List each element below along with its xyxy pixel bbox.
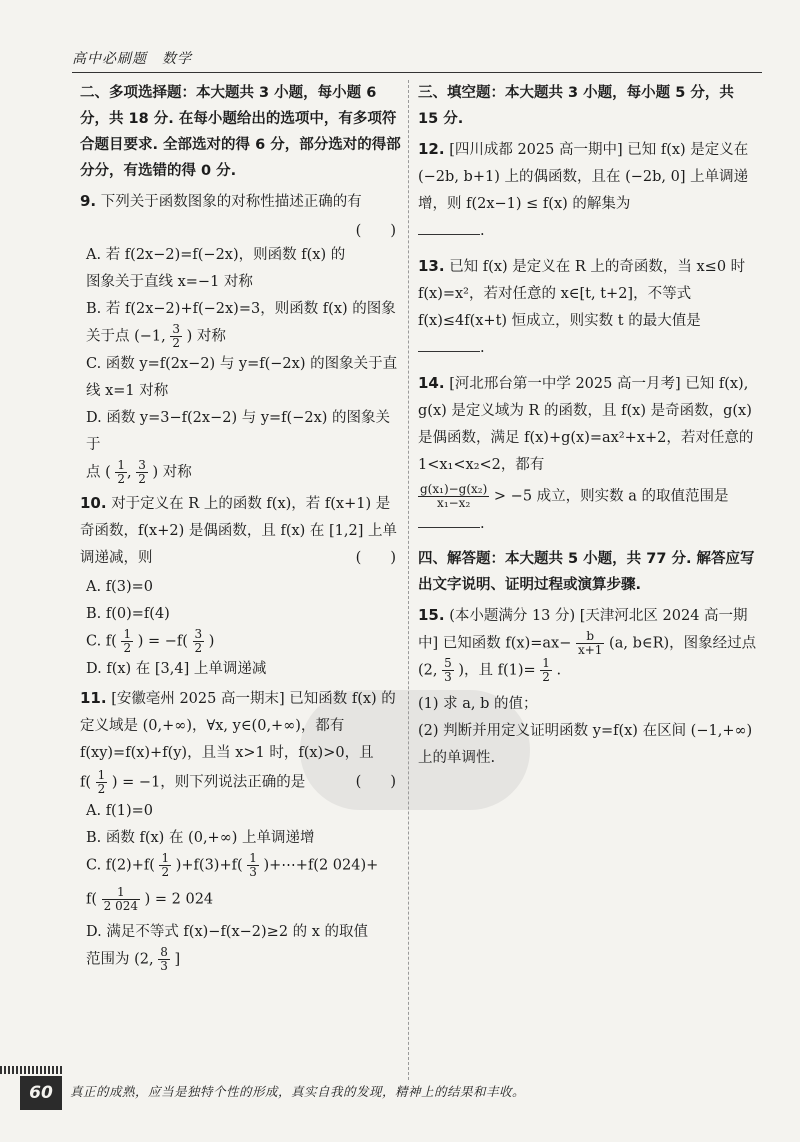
q11-c-fraction-3: $\frac{1}{2 024}$	[103, 884, 138, 913]
q14-tail: > −5 成立，则实数 a 的取值范围是	[493, 488, 729, 505]
q14-stem: [河北邢台第一中学 2025 高一月考] 已知 f(x), g(x) 是定义域为 R 的函数，且 f(x) 是奇函数，g(x) 是偶函数，满足 f(x)+g(x)=ax²+x+2，若对任意的 1<x₁<x₂<2，都有	[418, 376, 754, 473]
section-4-heading: 四、解答题：本大题共 5 小题，共 77 分. 解答应写出文字说明、证明过程或演算步骤.	[418, 550, 755, 593]
q11-option-d-line1[interactable]: D. 满足不等式 f(x)−f(x−2)≥2 的 x 的取值	[86, 924, 369, 940]
footer-motto: 真正的成熟，应当是独特个性的形成，真实自我的发现，精神上的结果和丰收。	[70, 1084, 526, 1099]
question-10	[80, 490, 402, 683]
q10-option-b[interactable]: B. f(0)=f(4)	[86, 606, 170, 622]
question-13	[418, 253, 758, 362]
q11-c-fraction-2: $\frac{1}{3}$	[249, 851, 257, 879]
header-rule	[72, 72, 762, 73]
q15-number: 15.	[418, 605, 445, 624]
q9-answer-paren[interactable]: ( )	[355, 223, 396, 239]
q15-part-1: (1) 求 a, b 的值；	[418, 695, 538, 712]
q10-option-c[interactable]	[80, 628, 402, 656]
q13-answer-blank[interactable]	[418, 337, 480, 352]
q15-part-2: (2) 判断并用定义证明函数 y=f(x) 在区间 (−1,+∞) 上的单调性.	[418, 722, 753, 766]
q11-c-part4: f(	[86, 891, 98, 907]
q15-stem-3: )，且 f(1)=	[458, 662, 536, 679]
q15-stem-4: .	[556, 662, 562, 679]
q12-stem: [四川成都 2025 高一期中] 已知 f(x) 是定义在 (−2b, b+1) 上的偶函数，且在 (−2b, 0] 上单调递增，则 f(2x−1) ≤ f(x) 的解集为	[418, 142, 749, 212]
q9-option-d-line1[interactable]: D. 函数 y=3−f(2x−2) 与 y=f(−2x) 的图象关于	[86, 409, 391, 453]
q14-end: .	[480, 515, 485, 532]
section-2-heading: 二、多项选择题：本大题共 3 小题，每小题 6 分，共 18 分. 在每小题给出的选项中，有多项符合题目要求. 全部选对的得 6 分，部分选对的得部分分，有选错的得 0 分.	[80, 85, 401, 179]
q9-option-d-line2[interactable]: 点 ( $\frac{1}{2}$ , $\frac{3}{2}$ ) 对称	[86, 457, 192, 486]
q11-stem: [安徽亳州 2025 高一期末] 已知函数 f(x) 的定义域是 (0,+∞)，∀x, y∈(0,+∞)，都有 f(xy)=f(x)+f(y)，且当 x>1 时，f(x)>0，且	[80, 690, 396, 761]
q10-number: 10.	[80, 494, 107, 512]
question-12	[418, 136, 758, 245]
q9-d-text: 点 (	[86, 464, 111, 480]
q9-number: 9.	[80, 192, 97, 210]
q11-c-fraction-1: $\frac{1}{2}$	[161, 851, 170, 879]
q11-s2-tail: ) = −1，则下列说法正确的是	[111, 774, 306, 790]
q9-b-tail: ) 对称	[186, 328, 226, 345]
q11-option-c-line2[interactable]	[80, 886, 402, 914]
question-9	[80, 188, 402, 486]
q11-option-d-line2[interactable]	[80, 946, 402, 974]
q10-stem: 对于定义在 R 上的函数 f(x)，若 f(x+1) 是奇函数，f(x+2) 是偶函数，且 f(x) 在 [1,2] 上单调递减，则	[80, 496, 398, 566]
q15-stem-2: (a, b∈R)，图象经过点 (2,	[418, 635, 757, 679]
q11-option-a[interactable]: A. f(1)=0	[86, 803, 153, 819]
q10-c-fraction-2: $\frac{3}{2}$	[194, 627, 203, 655]
left-column	[80, 80, 402, 974]
q10-c-text: C. f(	[86, 633, 117, 650]
q15-fraction-b: $\frac{b}{x+1}$	[577, 628, 603, 657]
q9-d-fraction-1: $\frac{1}{2}$	[117, 457, 126, 486]
q13-end: .	[480, 340, 485, 356]
q9-d-fraction-2: $\frac{3}{2}$	[138, 457, 146, 486]
q11-c-part5: ) = 2 024	[144, 891, 214, 907]
q12-number: 12.	[418, 140, 445, 158]
q9-option-b-line1[interactable]: B. 若 f(2x−2)+f(−2x)=3，则函数 f(x) 的图象	[86, 301, 396, 317]
q9-b-fraction: $\frac{3}{2}$	[172, 322, 181, 350]
q13-number: 13.	[418, 257, 445, 275]
q11-s2-f: f(	[80, 774, 92, 790]
q9-b-point: (−1,	[134, 328, 166, 345]
q11-answer-paren[interactable]: ( )	[355, 773, 396, 790]
q11-stem-line2	[80, 769, 402, 797]
footer-dots	[0, 1066, 64, 1074]
section-3-heading: 三、填空题：本大题共 3 小题，每小题 5 分，共 15 分.	[418, 85, 734, 127]
q9-option-a[interactable]: A. 若 f(2x−2)=f(−2x)，则函数 f(x) 的图象关于直线 x=−1 对称	[86, 247, 346, 290]
q15-stem-1: (本小题满分 13 分) [天津河北区 2024 高一期中] 已知函数 f(x)=ax−	[418, 607, 748, 651]
q11-d-text: 范围为 (2,	[86, 951, 154, 968]
q10-c-tail: )	[208, 633, 215, 650]
q15-fraction-value: $\frac{1}{2}$	[542, 656, 550, 684]
q9-option-c[interactable]: C. 函数 y=f(2x−2) 与 y=f(−2x) 的图象关于直线 x=1 对称	[86, 355, 398, 399]
column-divider	[408, 80, 409, 1080]
question-11	[80, 685, 402, 974]
q14-fraction: $\frac{\text{g(x₁)−g(x₂)}}{\text{x₁−x₂}}$	[420, 482, 488, 510]
q9-d-tail: ) 对称	[152, 464, 192, 480]
q11-option-b[interactable]: B. 函数 f(x) 在 (0,+∞) 上单调递增	[86, 830, 315, 846]
q9-option-b-line2[interactable]	[80, 323, 402, 351]
q9-b-text: 关于点	[86, 328, 130, 345]
q14-answer-blank[interactable]	[418, 513, 480, 528]
q11-d-fraction: $\frac{8}{3}$	[160, 945, 168, 973]
q10-c-fraction-1: $\frac{1}{2}$	[123, 627, 132, 655]
q10-answer-paren[interactable]: ( )	[355, 550, 396, 566]
q11-number: 11.	[80, 688, 107, 707]
q11-d-tail: ]	[174, 951, 181, 968]
q13-stem: 已知 f(x) 是定义在 R 上的奇函数，当 x≤0 时 f(x)=x²，若对任意的 x∈[t, t+2]，不等式 f(x)≤4f(x+t) 恒成立，则实数 t 的最大值是	[418, 259, 746, 329]
q10-option-a[interactable]: A. f(3)=0	[86, 579, 153, 595]
q11-c-part1: C. f(2)+f(	[86, 857, 155, 874]
q11-c-part3: )+⋯+f(2 024)+	[263, 857, 379, 874]
q11-s2-fraction: $\frac{1}{2}$	[97, 767, 106, 796]
page-number: 60	[20, 1076, 62, 1110]
q9-stem: 下列关于函数图象的对称性描述正确的有	[100, 194, 362, 210]
q10-c-mid: ) = −f(	[137, 633, 188, 650]
question-15	[418, 602, 758, 772]
q15-fraction-point: $\frac{5}{3}$	[444, 656, 452, 684]
running-header: 高中必刷题 数学	[72, 51, 192, 67]
q12-end: .	[480, 223, 485, 239]
q11-c-part2: )+f(3)+f(	[175, 857, 243, 874]
q11-option-c-line1[interactable]	[80, 852, 402, 880]
q14-number: 14.	[418, 374, 445, 392]
q10-option-d[interactable]: D. f(x) 在 [3,4] 上单调递减	[86, 660, 267, 677]
right-column	[418, 80, 758, 774]
q12-answer-blank[interactable]	[418, 220, 480, 235]
question-14	[418, 370, 758, 538]
